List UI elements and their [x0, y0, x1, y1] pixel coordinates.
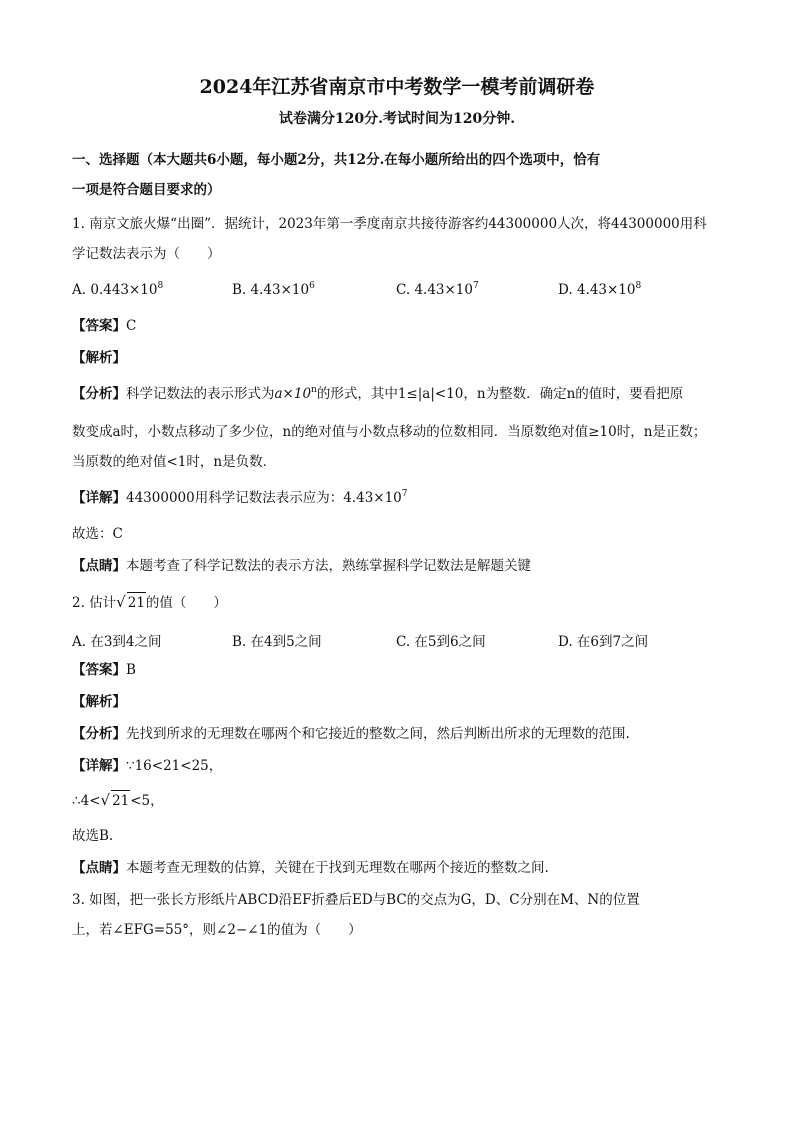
- sqrt-icon: √: [116, 593, 126, 611]
- q1-option-a: A. $0.443\times 10^8$: [72, 281, 164, 298]
- q3-stem-cont: 上，若∠EFG=55°，则∠2−∠1的值为（ ）: [72, 922, 362, 938]
- q1-fenxi: 【分析】科学记数法的表示形式为$a\times 10^n$的形式，其中1≤|a|<10，n为整数．确定n的值时，要看把原: [72, 385, 684, 402]
- q1-option-c: C. $4.43\times 10^7$: [396, 281, 479, 298]
- q2-fenxi: 【分析】先找到所求的无理数在哪两个和它接近的整数之间，然后判断出所求的无理数的范围.: [72, 726, 630, 742]
- q1-stem-cont: 学记数法表示为（ ）: [72, 246, 221, 262]
- q3-stem: 3. 如图，把一张长方形纸片ABCD沿EF折叠后ED与BC的交点为G，D、C分别在M、N的位置: [72, 892, 640, 908]
- q1-answer: 【答案】C: [72, 318, 137, 334]
- q2-step2: ∴4<√ 21<5，: [72, 791, 164, 809]
- q1-dianjing: 【点睛】本题考查了科学记数法的表示方法，熟练掌握科学记数法是解题关键: [72, 558, 531, 574]
- q2-xiangjie: 【详解】∵16<21<25，: [72, 758, 223, 774]
- q1-xiangjie: 【详解】44300000用科学记数法表示应为：$4.43\times 10^7$: [72, 489, 408, 506]
- section-heading: 一、选择题（本大题共6小题，每小题2分，共12分.在每小题所给出的四个选项中，恰有: [72, 152, 601, 168]
- q2-jiexi: 【解析】: [72, 694, 126, 710]
- section-heading-cont: 一项是符合题目要求的）: [72, 182, 221, 198]
- q1-guxuan: 故选：C: [72, 526, 123, 542]
- q2-option-a: A. 在3到4之间: [72, 634, 162, 650]
- page-subtitle: 试卷满分120分.考试时间为120分钟.: [278, 111, 516, 127]
- q1-option-d: D. $4.43\times 10^8$: [558, 281, 642, 298]
- q1-fenxi-cont: 数变成a时，小数点移动了多少位，n的绝对值与小数点移动的位数相同．当原数绝对值≥10时，n是正数；: [72, 424, 707, 440]
- q1-jiexi: 【解析】: [72, 350, 126, 366]
- q2-option-d: D. 在6到7之间: [558, 634, 649, 650]
- sqrt-icon: √: [100, 791, 111, 809]
- q2-option-b: B. 在4到5之间: [232, 634, 322, 650]
- q1-stem: 1. 南京文旅火爆“出圈”．据统计，2023年第一季度南京共接待游客约44300000人次，将44300000用科: [72, 216, 707, 232]
- q2-answer: 【答案】B: [72, 662, 136, 678]
- q1-option-b: B. $4.43\times 10^6$: [232, 281, 315, 298]
- q2-stem: 2. 估计√ 21的值（ ）: [72, 593, 227, 611]
- page-title: 2024年江苏省南京市中考数学一模考前调研卷: [199, 76, 595, 98]
- q2-guxuan: 故选B.: [72, 828, 114, 844]
- q2-dianjing: 【点睛】本题考查无理数的估算，关键在于找到无理数在哪两个接近的整数之间.: [72, 860, 549, 876]
- q1-fenxi-cont2: 当原数的绝对值<1时，n是负数．: [72, 454, 277, 470]
- q2-option-c: C. 在5到6之间: [396, 634, 486, 650]
